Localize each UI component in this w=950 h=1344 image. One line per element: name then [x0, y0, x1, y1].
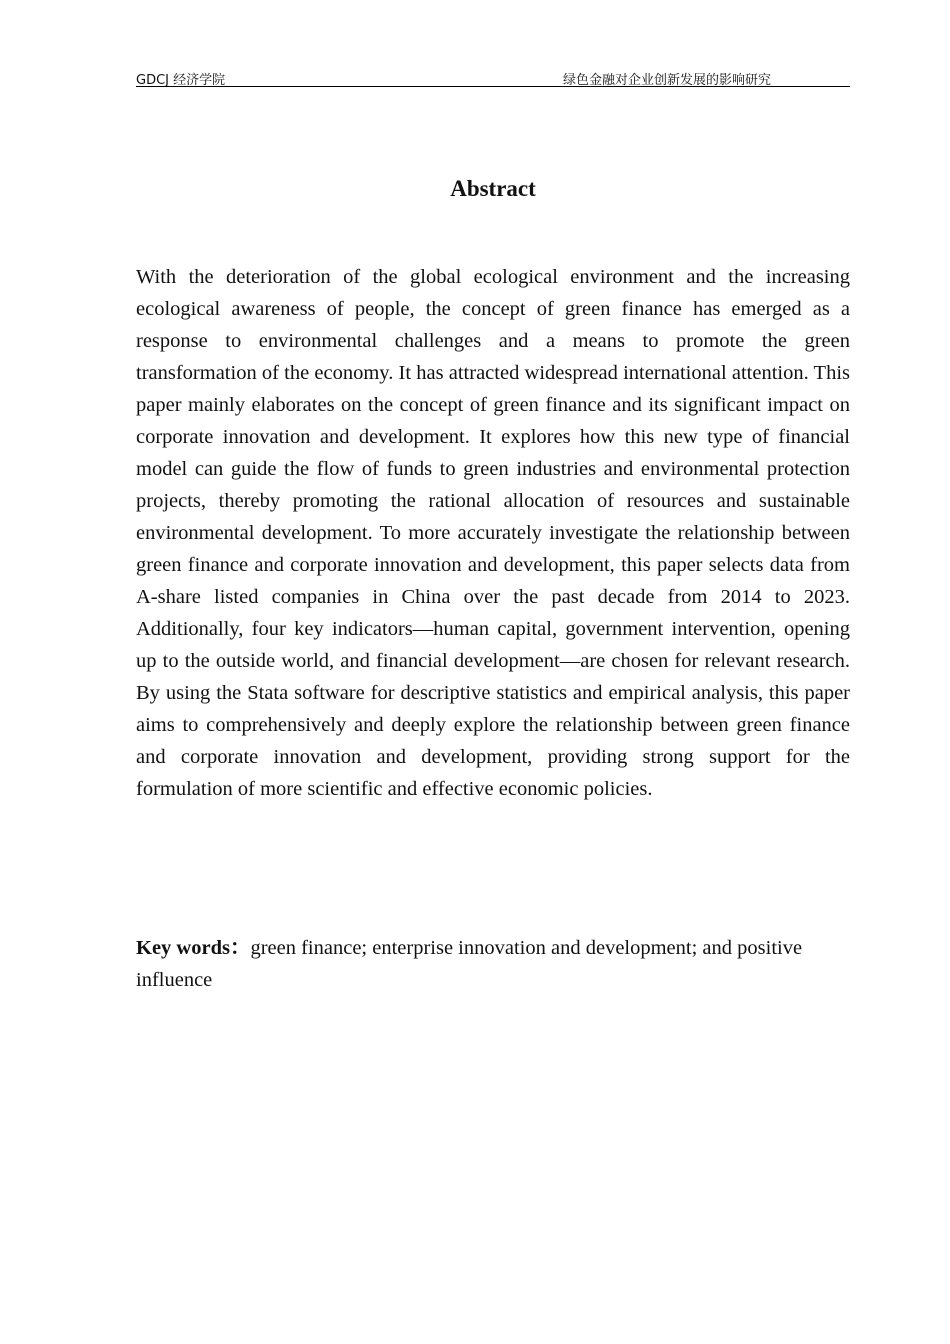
page-header	[136, 66, 850, 87]
header-thesis-title: 绿色金融对企业创新发展的影响研究	[563, 73, 772, 88]
keywords-label: Key words：	[136, 937, 251, 959]
abstract-title: Abstract	[450, 176, 536, 201]
header-school: GDCJ 经济学院	[136, 73, 226, 88]
abstract-body: With the deterioration of the global ecological environment and the increasing ecological awareness of people, the concept of green finance has emerged as a response to environmental challenges and a means to promote the green transformation of the economy. It has attracted widespread international attention. This paper mainly elaborates on the concept of green finance and its significant impact on corporate innovation and development. It explores how this new type of financial model can guide the flow of funds to green industries and environmental protection projects, thereby promoting the rational allocation of resources and sustainable environmental development. To more accurately investigate the relationship between green finance and corporate innovation and development, this paper selects data from A-share listed companies in China over the past decade from 2014 to 2023. Additionally, four key indicators—human capital, government intervention, opening up to the outside world, and financial development—are chosen for relevant research. By using the Stata software for descriptive statistics and empirical analysis, this paper aims to comprehensively and deeply explore the relationship between green finance and corporate innovation and development, providing strong support for the formulation of more scientific and effective economic policies.	[136, 266, 850, 800]
keywords-line	[136, 932, 850, 996]
keywords-text: green finance; enterprise innovation and development; and positive influence	[136, 937, 803, 991]
